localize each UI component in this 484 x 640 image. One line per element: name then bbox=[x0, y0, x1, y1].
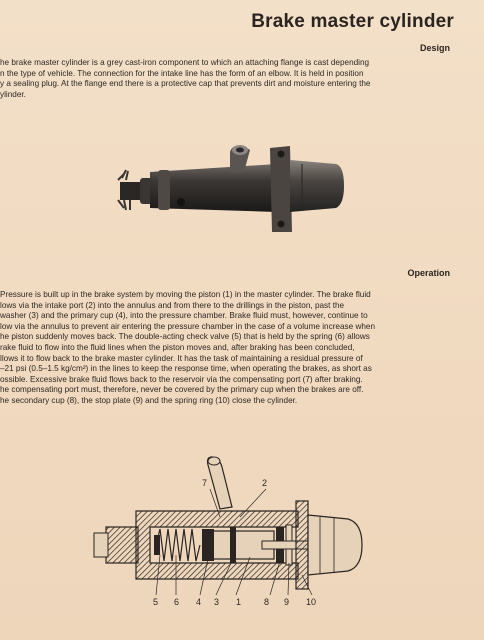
text-line: –21 psi (0.5–1.5 kg/cm²) in the lines to keep the response time, when operating the brakes, as short as bbox=[0, 364, 372, 374]
page-title: Brake master cylinder bbox=[251, 11, 454, 32]
callout-7: 7 bbox=[202, 478, 208, 488]
callout-5: 5 bbox=[153, 597, 159, 607]
text-line: lows via the intake port (2) into the annulus and from there to the drillings in the piston, past the bbox=[0, 300, 345, 310]
text-line: y a sealing plug. At the flange end there is a protective cap that prevents dirt and moisture entering the bbox=[0, 79, 371, 89]
cross-section-diagram bbox=[90, 455, 380, 615]
text-line: he secondary cup (8), the stop plate (9) and the spring ring (10) close the cylinder. bbox=[0, 395, 298, 405]
operation-paragraph bbox=[0, 290, 448, 407]
text-line: ossible. Excessive brake fluid flows back to the reservoir via the compensating port (7) after braking. bbox=[0, 374, 363, 384]
callout-1: 1 bbox=[236, 597, 242, 607]
text-line: low via the annulus to prevent air entering the pressure chamber in the case of a volume increase when bbox=[0, 321, 376, 331]
text-line: Pressure is built up in the brake system by moving the piston (1) in the master cylinder. The brake fluid bbox=[0, 290, 371, 299]
text-line: ylinder. bbox=[0, 89, 26, 99]
text-line: he compensating port must, therefore, never be covered by the primary cup when the brakes are off. bbox=[0, 385, 364, 395]
cylinder-photo bbox=[112, 142, 346, 238]
callout-8: 8 bbox=[264, 597, 270, 607]
callout-10: 10 bbox=[306, 597, 317, 607]
text-line: washer (3) and the primary cup (4), into the pressure chamber. Brake fluid must, however, continue to bbox=[0, 311, 368, 321]
design-heading: Design bbox=[419, 43, 450, 53]
text-line: n the type of vehicle. The connection for the intake line has the form of an elbow. It is held in position bbox=[0, 68, 364, 78]
text-line: rake fluid to flow into the fluid lines when the piston moves and, after braking has been concluded, bbox=[0, 342, 355, 352]
operation-heading: Operation bbox=[407, 268, 450, 278]
text-line: he brake master cylinder is a grey cast-iron component to which an attaching flange is cast depending bbox=[0, 58, 370, 67]
callout-2: 2 bbox=[262, 478, 268, 488]
text-line: he piston suddenly moves back. The double-acting check valve (5) that is held by the spring (6) allows bbox=[0, 332, 370, 342]
callout-3: 3 bbox=[214, 597, 220, 607]
text-line: llows it to flow back to the brake master cylinder. It has the task of maintaining a residual pressure of bbox=[0, 353, 363, 363]
callout-6: 6 bbox=[174, 597, 180, 607]
callout-4: 4 bbox=[196, 597, 202, 607]
design-paragraph bbox=[0, 58, 448, 100]
callout-9: 9 bbox=[284, 597, 290, 607]
